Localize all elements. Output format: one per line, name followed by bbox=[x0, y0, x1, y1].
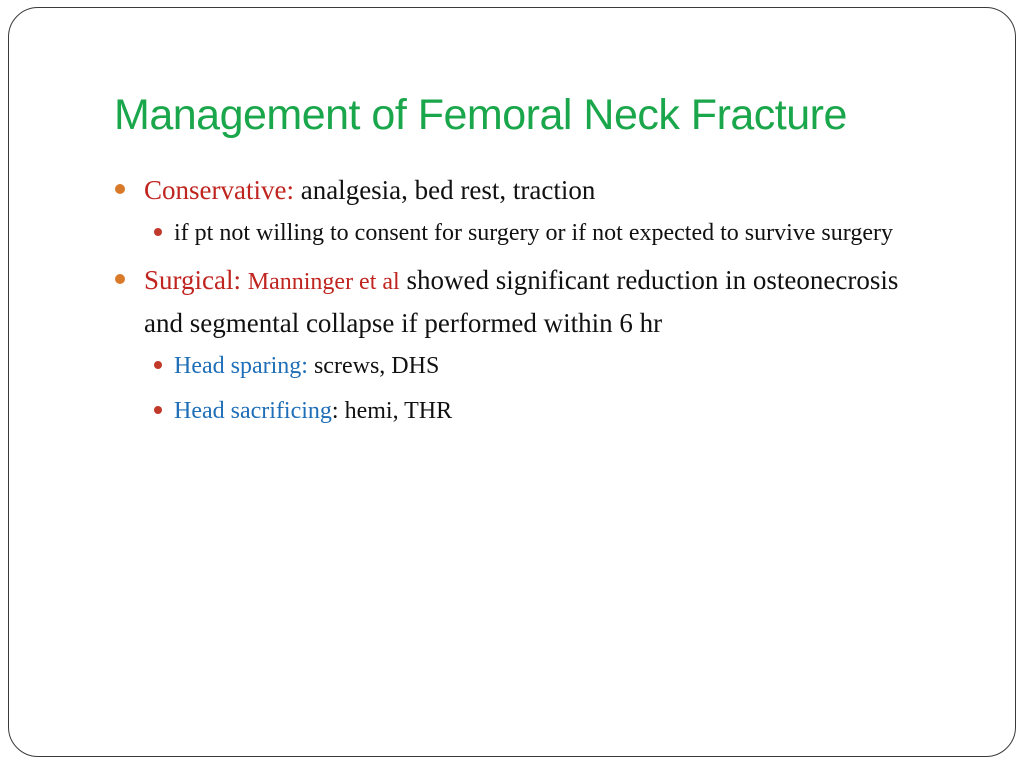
head-sparing-label: Head sparing: bbox=[174, 353, 308, 379]
head-sacrificing-label: Head sacrificing bbox=[174, 398, 332, 424]
slide-title: Management of Femoral Neck Fracture bbox=[114, 91, 847, 139]
bullet-dot-icon bbox=[154, 406, 162, 414]
surgical-text: showed significant reduction in osteonecrosis and segmental collapse if performed within 6 hr bbox=[144, 265, 899, 338]
sub-bullet-head-sparing bbox=[114, 348, 934, 385]
manninger-reference: Manninger et al bbox=[247, 269, 400, 295]
sub-bullet-consent bbox=[114, 215, 934, 252]
conservative-text: analgesia, bed rest, traction bbox=[293, 175, 596, 205]
surgical-label: Surgical: bbox=[144, 265, 241, 295]
slide-body bbox=[114, 170, 934, 438]
head-sparing-text: screws, DHS bbox=[307, 353, 440, 379]
conservative-label: Conservative: bbox=[144, 175, 294, 205]
bullet-surgical bbox=[114, 260, 934, 344]
bullet-dot-icon bbox=[115, 184, 125, 194]
bullet-conservative bbox=[114, 170, 934, 211]
bullet-dot-icon bbox=[115, 274, 125, 284]
head-sacrificing-text: : hemi, THR bbox=[331, 398, 453, 424]
consent-text: if pt not willing to consent for surgery or if not expected to survive surgery bbox=[174, 220, 893, 246]
bullet-dot-icon bbox=[154, 361, 162, 369]
bullet-dot-icon bbox=[154, 228, 162, 236]
sub-bullet-head-sacrificing bbox=[114, 393, 934, 430]
